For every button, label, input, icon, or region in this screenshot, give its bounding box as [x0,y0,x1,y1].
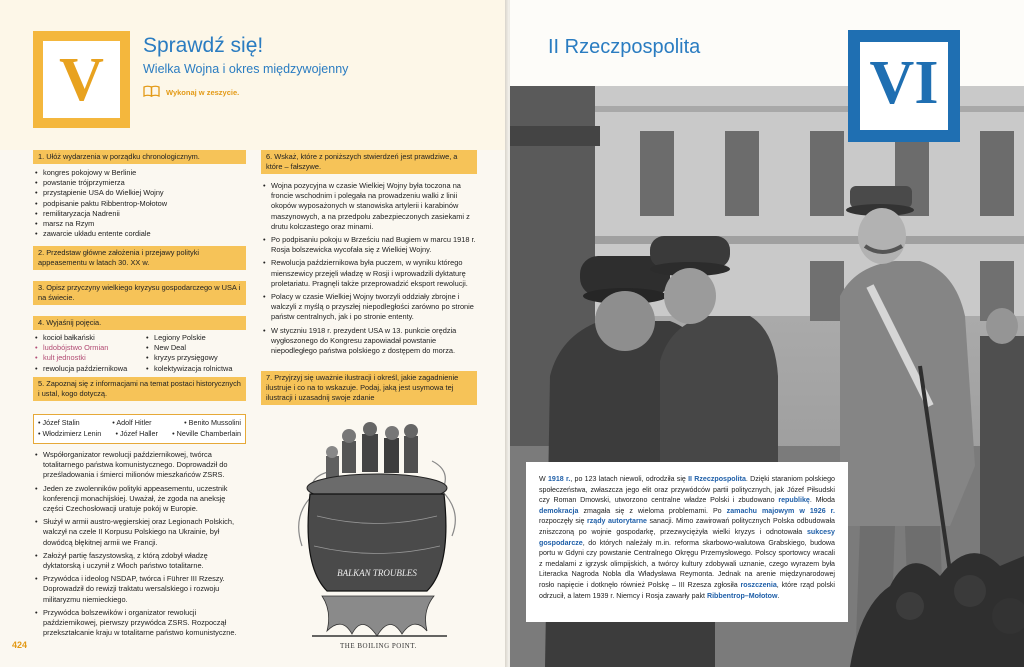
list-item: • Przywódca i ideolog NSDAP, twórca i Führer III Rzeszy. Doprowadził do rewizji traktatu wersalskiego i rozwoju militaryzmu niemieckiego. [35,574,247,605]
list-item: • New Deal [146,343,256,353]
chapter-intro-text [526,462,848,622]
historical-name: • Adolf Hitler [112,418,152,427]
badge-letter-vi: VI [869,49,939,117]
highlight-term: republikę [778,496,810,505]
task-4-header: 4. Wyjaśnij pojęcia. [33,316,246,330]
chapter-badge-vi [848,30,960,142]
text-segment: , do których należały m.in. reforma skarbowo-walutowa Grabskiego, budowa portu w Gdyni czy powstanie Centralnego Okręgu Przemysłowego. Polscy sportowcy wracali z medalami z igrzysk olimpijskich, a twórcy kultury zdobywali uznanie, czego wyrazem była Literacka Nagroda Nobla dla Władysława Reymonta. Jednak na arenie międzynarodowej rosło napięcie i dotknęło również Polskę – III Rzesza zgłosiła [539,538,835,589]
highlight-term: II Rzeczpospolita [688,475,746,483]
chapter-badge-v [33,31,130,128]
badge-letter: V [59,46,104,114]
task-4-column-2 [146,333,256,374]
highlight-term: sukcesy gospodarcze [539,527,835,547]
cartoon-caption: THE BOILING POINT. [340,642,417,650]
text-segment: , po 123 latach niewoli, odrodziła się [570,475,689,483]
list-item: • Legiony Polskie [146,333,256,343]
text-segment: sanacji. Mimo zawirowań politycznych Polska odbudowała zniszczoną po wojnie gospodarkę, przezwyciężyła wielki kryzys i odnotowała [539,517,836,536]
task-6-header: 6. Wskaż, które z poniższych stwierdzeń jest prawdziwe, a które – fałszywe. [261,150,477,174]
text-segment: zmagała się z wieloma problemami. Po [578,506,727,515]
exercise-hint: Wykonaj w zeszycie. [166,88,240,97]
list-item: • W styczniu 1918 r. prezydent USA w 13. punkcie orędzia wygłoszonego do Kongresu zapowiadał powstanie niepodległego państwa polskiego z dostępem do morza. [263,326,476,357]
text-segment: . [777,591,780,600]
page-subtitle: Wielka Wojna i okres międzywojenny [143,62,349,76]
highlight-term: roszczenia [740,580,777,589]
list-item: • Po podpisaniu pokoju w Brześciu nad Bugiem w marcu 1918 r. Rosja bolszewicka wycofała się z Wielkiej Wojny. [263,235,476,255]
highlight-term: demokracja [539,506,579,515]
list-item: • kult jednostki [35,353,145,363]
list-item: • podpisanie paktu Ribbentrop-Mołotow [35,199,245,209]
task-7-header: 7. Przyjrzyj się uważnie ilustracji i określ, jakie zagadnienie ilustruje i co na to wskazuje. Podaj, jaką jest usymowa tej ilustracji i uzasadnij swoje zdanie [261,371,477,405]
boiling-point-cartoon [282,416,472,641]
right-page-title: II Rzeczpospolita [548,36,701,58]
list-item: • Wojna pozycyjna w czasie Wielkiej Wojny była toczona na froncie wschodnim i polegała na prowadzeniu walki z linii okopów wyposażonych w stanowiska artylerii i karabinów maszynowych, a na przedpolu zabezpieczonych zasiekami z drutu kolczastego oraz minami. [263,181,476,232]
list-item: • Współorganizator rewolucji październikowej, twórca totalitarnego państwa komunistycznego. Doprowadził do prześladowania i śmierci milionów mieszkańców ZSRS. [35,450,247,481]
list-item: • kryzys przysięgowy [146,353,256,363]
list-item: • Założył partię faszystowską, z którą zdobył władzę dyktatorską i uczynił z Włoch państwo totalitarne. [35,551,247,571]
text-segment: . Dzięki staraniom polskiego społeczeństwa, zwłaszcza jego elit oraz przywódców partii politycznych, jak Józef Piłsudski czy Roman Dmowski, utworzono centralne władze Polski i zbudowano [539,475,835,505]
highlight-term: 1918 r. [547,475,571,483]
highlight-term: rządy autorytarne [586,517,647,526]
task-1-list [35,168,245,239]
highlight-term: Ribbentrop–Mołotow [706,591,778,600]
pot-label: BALKAN TROUBLES [337,568,417,578]
list-item: • Służył w armii austro-węgierskiej oraz Legionach Polskich, walczył na czele II Korpusu Polskiego na Ukrainie, był dowódcą błękitnej armii we Francji. [35,517,247,548]
list-item: • marsz na Rzym [35,219,245,229]
list-item: • remilitaryzacja Nadrenii [35,209,245,219]
historical-name: • Włodzimierz Lenin [38,429,102,438]
left-page [0,0,509,667]
list-item: • Przywódca bolszewików i organizator rewolucji październikowej, pierwszy przywódca ZSRS. Rozpoczął przekształcanie kraju w totalitarne państwo komunistyczne. [35,608,247,639]
page-title: Sprawdź się! [143,34,264,57]
historical-name: • Józef Stalin [38,418,80,427]
list-item: • ludobójstwo Ormian [35,343,145,353]
task-4-column-1 [35,333,145,374]
task-6-statements [263,181,476,359]
list-item: • zawarcie układu entente cordiale [35,229,245,239]
list-item: • kolektywizacja rolnictwa [146,364,256,374]
open-book-icon [143,85,160,97]
historical-name: • Neville Chamberlain [172,429,241,438]
text-segment: W [539,475,548,483]
task-1-header: 1. Ułóż wydarzenia w porządku chronologicznym. [33,150,246,164]
task-2-header: 2. Przedstaw główne założenia i przejawy polityki appeasementu w latach 30. XX w. [33,246,246,270]
text-segment: rozpoczęły się [539,517,587,526]
text-segment: . Młoda [809,496,835,505]
right-page [510,0,1024,667]
task-3-header: 3. Opisz przyczyny wielkiego kryzysu gospodarczego w USA i na świecie. [33,281,246,305]
highlight-term: zamachu majowym w 1926 r. [726,506,835,515]
text-segment: , które rząd polski odrzucił, a latem 1939 r. Niemcy i Rosja zawarły pakt [539,580,835,600]
page-number: 424 [12,640,28,650]
list-item: • Polacy w czasie Wielkiej Wojny tworzyli oddziały zbrojne i walczyli z myślą o przyszłej niepodległości zarówno po stronie państw centralnych, jak i po stronie ententy. [263,292,476,323]
historical-name: • Józef Haller [115,429,158,438]
task-5-header: 5. Zapoznaj się z informacjami na temat postaci historycznych i ustal, kogo dotyczą. [33,377,246,401]
names-box [33,414,246,444]
list-item: • rewolucja październikowa [35,364,145,374]
list-item: • powstanie trójprzymierza [35,178,245,188]
task-5-descriptions [35,450,247,641]
list-item: • Jeden ze zwolenników polityki appeasementu, uczestnik konferencji monachijskiej. Uważał, że zgoda na aneksję części Czechosłowacji uratuje pokój w Europie. [35,484,247,515]
list-item: • Rewolucja październikowa była puczem, w wyniku którego mienszewicy przejęli władzę w Rosji i wprowadzili dyktaturę proletariatu. Pragnęli także przeprowadzić eksport rewolucji. [263,258,476,289]
historical-name: • Benito Mussolini [184,418,241,427]
list-item: • kongres pokojowy w Berlinie [35,168,245,178]
list-item: • przystąpienie USA do Wielkiej Wojny [35,188,245,198]
list-item: • kocioł bałkański [35,333,145,343]
